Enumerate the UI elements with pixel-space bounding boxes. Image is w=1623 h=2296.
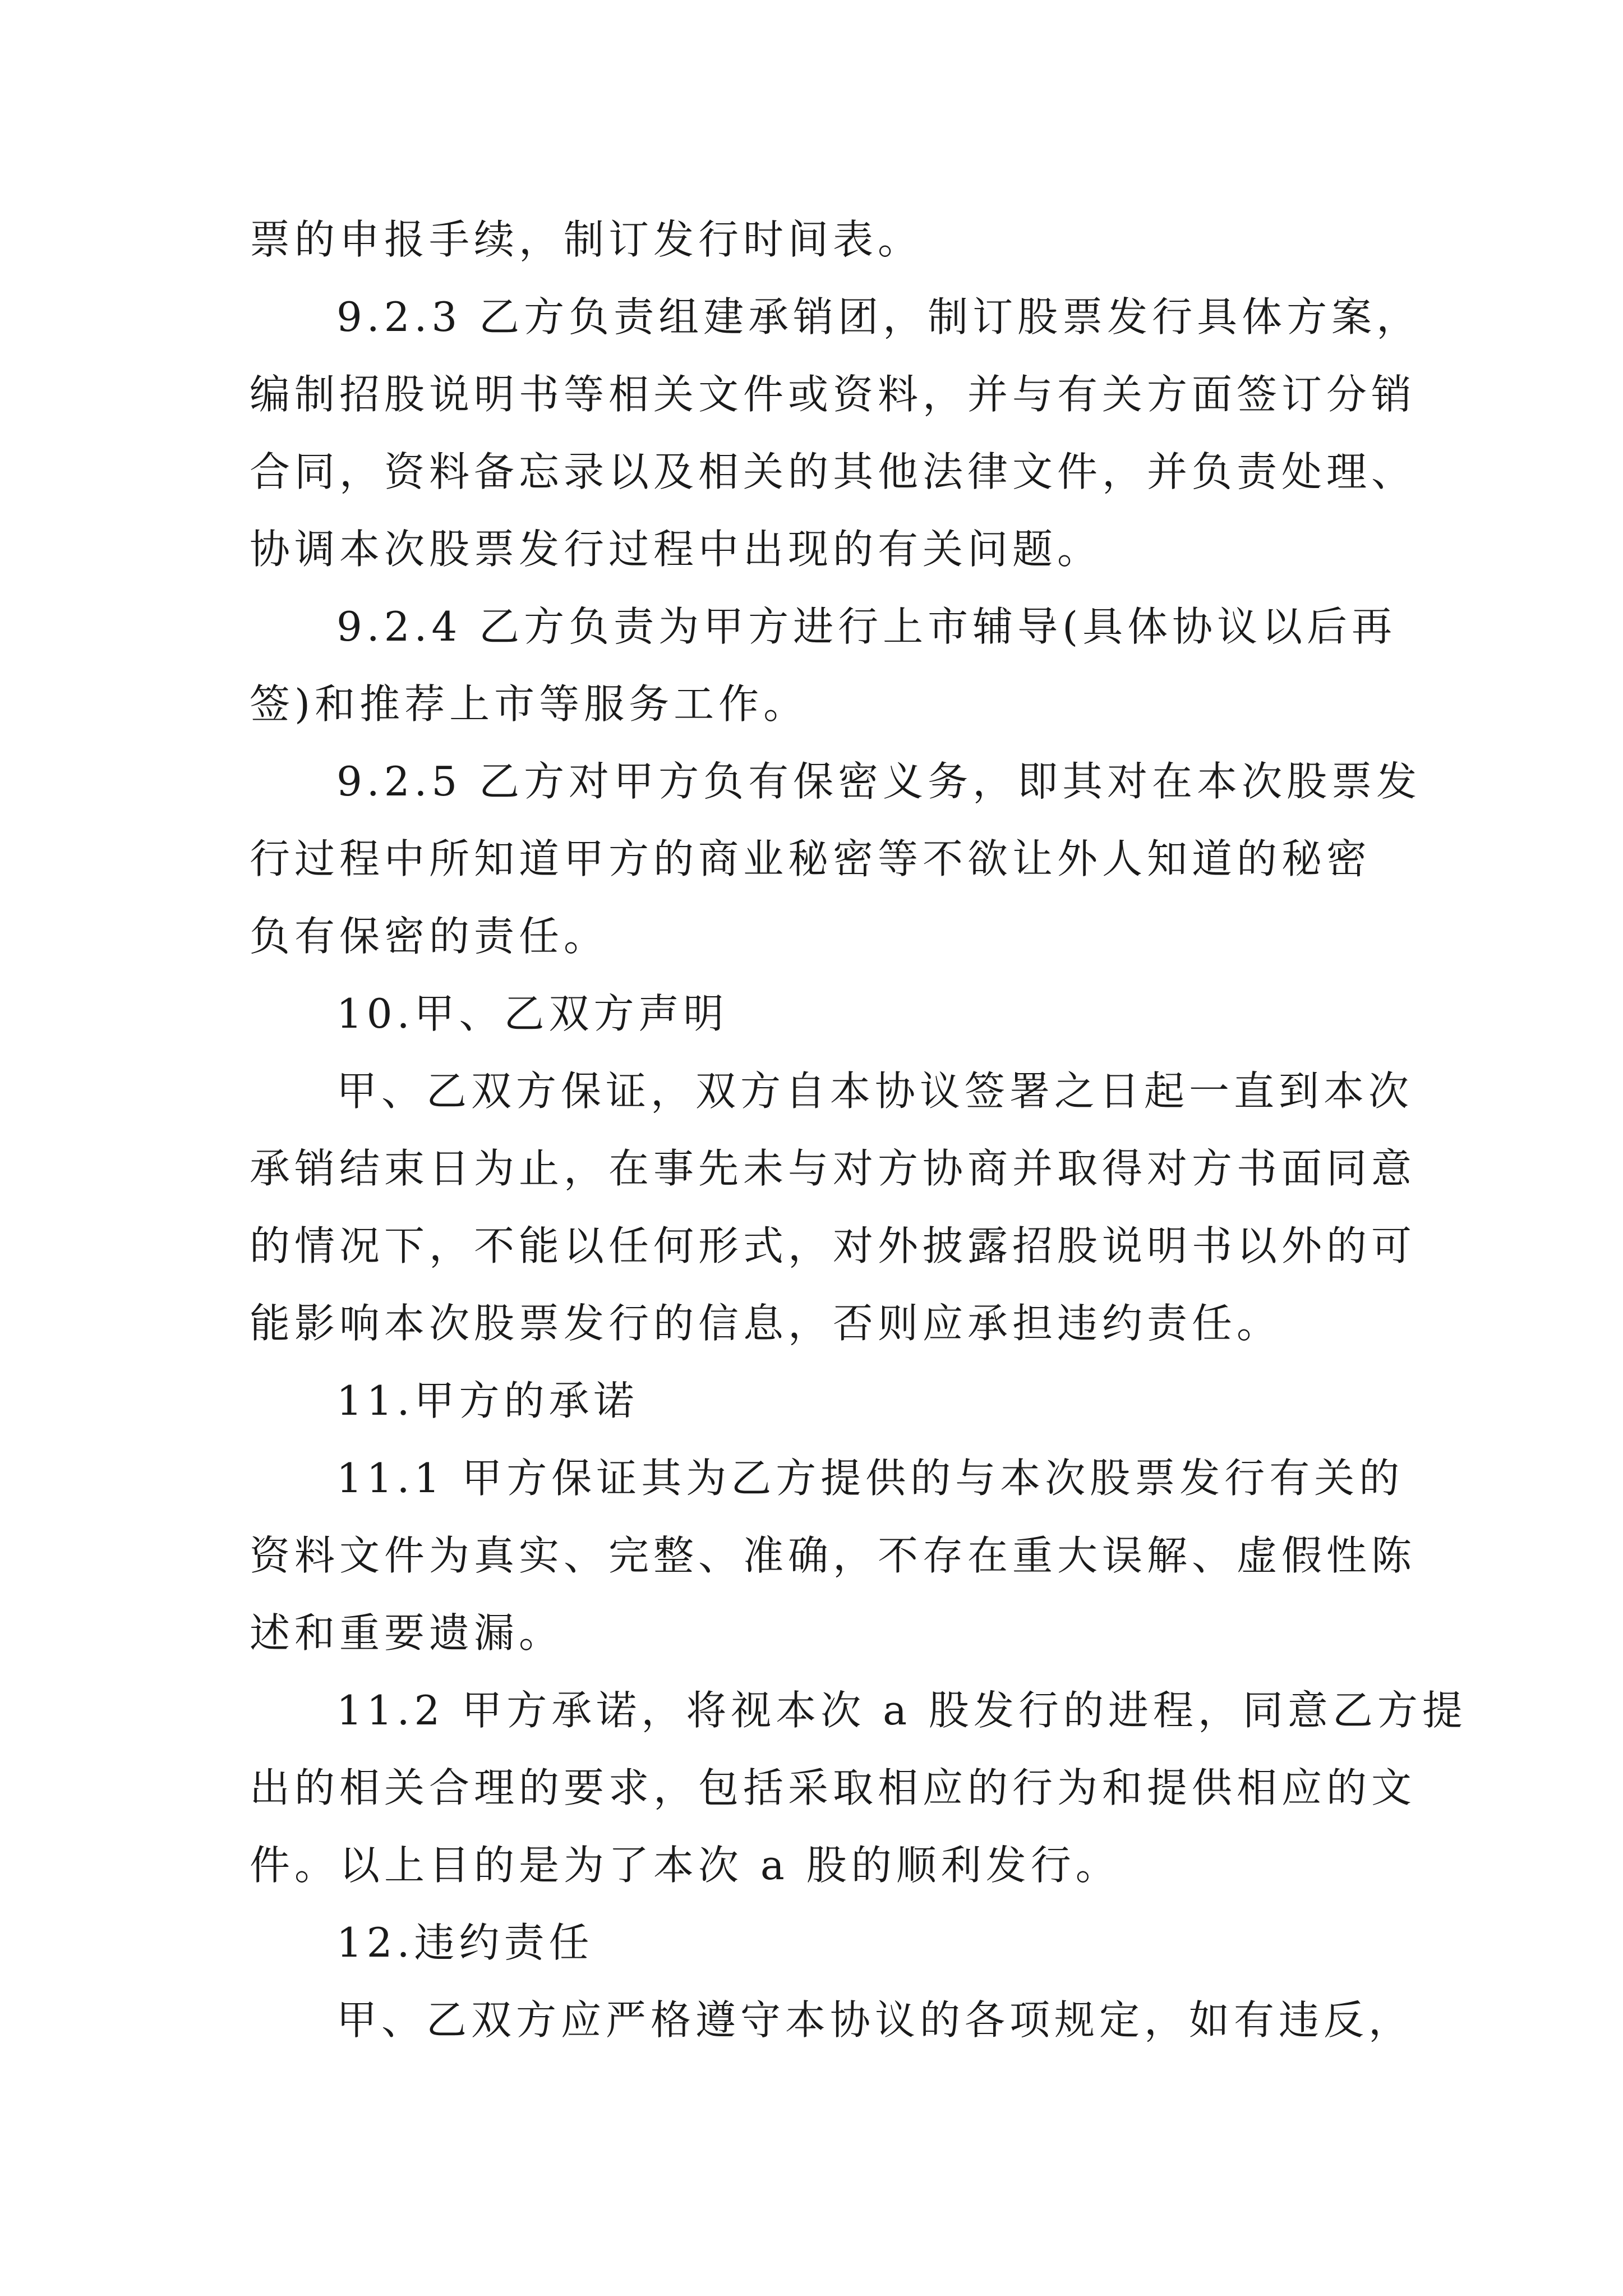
text-line: 票的申报手续，制订发行时间表。 (250, 216, 923, 263)
section-heading: 11.甲方的承诺 (336, 1377, 639, 1424)
text-line: 甲、乙双方应严格遵守本协议的各项规定，如有违反， (336, 1996, 1414, 2044)
text-line: 能影响本次股票发行的信息，否则应承担违约责任。 (250, 1300, 1282, 1347)
section-heading: 12.违约责任 (336, 1919, 594, 1966)
text-line: 协调本次股票发行过程中出现的有关问题。 (250, 526, 1103, 573)
text-line: 承销结束日为止，在事先未与对方协商并取得对方书面同意 (250, 1145, 1417, 1192)
text-line: 的情况下，不能以任何形式，对外披露招股说明书以外的可 (250, 1222, 1417, 1269)
text-line: 述和重要遗漏。 (250, 1609, 564, 1657)
text-line: 11.1 甲方保证其为乙方提供的与本次股票发行有关的 (336, 1455, 1404, 1502)
text-line: 9.2.5 乙方对甲方负有保密义务，即其对在本次股票发 (336, 758, 1422, 805)
text-line: 件。以上目的是为了本次 a 股的顺利发行。 (250, 1842, 1121, 1889)
text-line: 资料文件为真实、完整、准确，不存在重大误解、虚假性陈 (250, 1532, 1417, 1579)
text-line: 甲、乙双方保证，双方自本协议签署之日起一直到本次 (336, 1068, 1414, 1115)
text-line: 编制招股说明书等相关文件或资料，并与有关方面签订分销 (250, 371, 1417, 418)
text-line: 11.2 甲方承诺，将视本次 a 股发行的进程，同意乙方提 (336, 1687, 1467, 1734)
text-line: 9.2.4 乙方负责为甲方进行上市辅导(具体协议以后再 (336, 603, 1397, 650)
text-line: 9.2.3 乙方负责组建承销团，制订股票发行具体方案， (336, 293, 1422, 341)
text-line: 合同，资料备忘录以及相关的其他法律文件，并负责处理、 (250, 448, 1417, 495)
text-line: 出的相关合理的要求，包括采取相应的行为和提供相应的文 (250, 1764, 1417, 1811)
text-line: 签)和推荐上市等服务工作。 (250, 680, 809, 728)
document-body (250, 201, 1467, 2059)
section-heading: 10.甲、乙双方声明 (336, 990, 728, 1037)
text-line: 行过程中所知道甲方的商业秘密等不欲让外人知道的秘密 (250, 835, 1372, 882)
text-line: 负有保密的责任。 (250, 913, 609, 960)
